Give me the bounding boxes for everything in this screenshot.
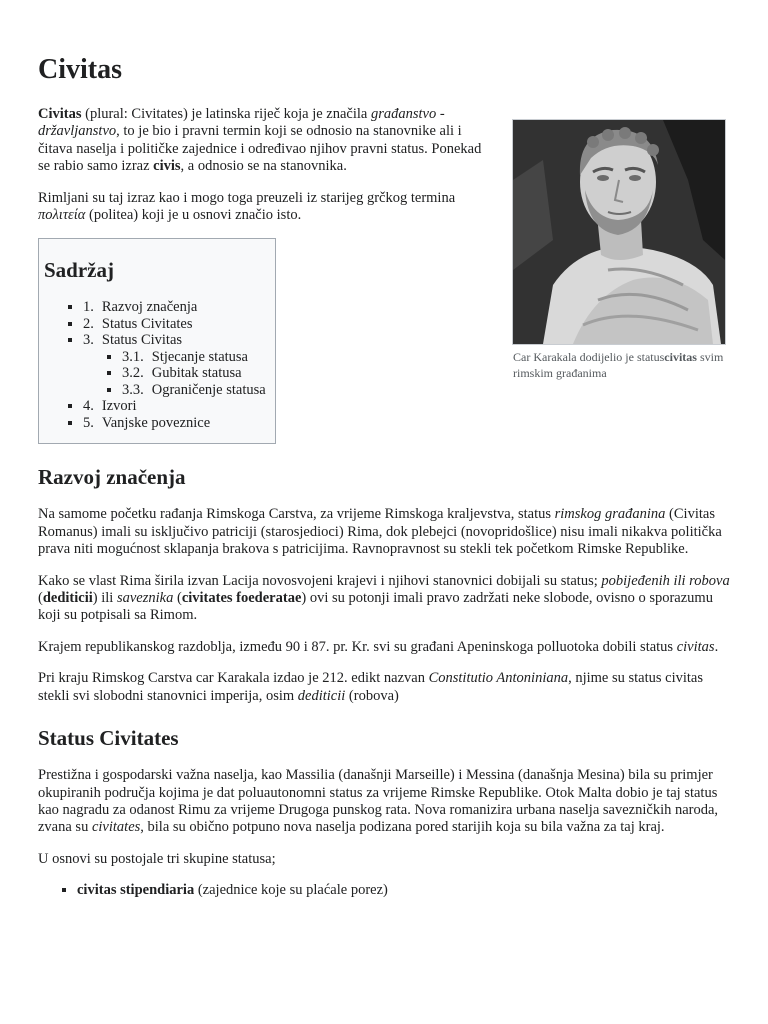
toc-item-3-2[interactable]: ▪ 3.2. Gubitak statusa <box>122 365 269 382</box>
section-heading-razvoj: Razvoj značenja <box>38 465 186 490</box>
toc-item-4[interactable]: ▪ 4. Izvori <box>83 398 269 415</box>
intro-paragraph-2: Rimljani su taj izraz kao i mogo toga preuzeli iz starijeg grčkog termina πολιτεία (politea) koji je u osnovi značio isto. <box>38 189 456 224</box>
section-heading-status-civitates: Status Civitates <box>38 726 179 751</box>
section1-paragraph-1: Na samome početku rađanja Rimskoga Carstva, za vrijeme Rimskoga kraljevstva, status rimskog građanina (Civitas Romanus) imali su isključivo patriciji (starosjedioci) Rima, dok plebejci (novopridošlice) nisu imali nikakva politička prava niti mogućnost sklapanja brakova s patricijima. Ravnopravnost su stekli tek početkom Rimske Republike. <box>38 506 722 558</box>
toc-item-3-1[interactable]: ▪ 3.1. Stjecanje statusa <box>122 349 269 366</box>
toc-item-5[interactable]: ▪ 5. Vanjske poveznice <box>83 415 269 432</box>
figure-caption: Car Karakala dodijelio je statuscivitas svim rimskim građanima <box>513 350 724 380</box>
toc-title: Sadržaj <box>44 258 114 283</box>
toc-item-3-3[interactable]: ▪ 3.3. Ograničenje statusa <box>122 382 269 399</box>
caracalla-bust-image[interactable] <box>512 119 726 345</box>
section1-paragraph-4: Pri kraju Rimskog Carstva car Karakala izdao je 212. edikt nazvan Constitutio Antoniniana, njime su status civitas stekli svi slobodni stanovnici imperija, osim dediticii (robova) <box>38 670 704 704</box>
figure <box>512 119 726 381</box>
section1-paragraph-2: Kako se vlast Rima širila izvan Lacija novosvojeni krajevi i njihovi stanovnici dobijali su status; pobijeđenih ili robova (dediticii) ili saveznika (civitates foederatae) ovi su potonji imali pravo zadržati neke slobode, ovisno o sporazumu koji su potpisali sa Rimom. <box>38 572 730 624</box>
article <box>38 0 730 900</box>
status-list <box>38 882 730 899</box>
section2-paragraph-2: U osnovi su postojale tri skupine statusa; <box>38 850 276 867</box>
page-title: Civitas <box>38 54 122 85</box>
section2-paragraph-1: Prestižna i gospodarski važna naselja, kao Massilia (današnji Marseille) i Messina (današnja Mesina) bila su primjer okupiranih područja kojima je dat poluautonomni status za vrijeme Rimske Republike. Otok Malta dobio je taj status kao nagradu za odanost Rimu za vrijeme Drugoga punskog rata. Nova romanizira urbana naselja savezničkih naroda, zvana su civitates, bila su obično potpuno nova naselja podizana pored starijih koja su bila važna za taj kraj. <box>38 767 719 836</box>
toc-item-2[interactable]: ▪ 2. Status Civitates <box>83 316 269 333</box>
intro-paragraph-1: Civitas (plural: Civitates) je latinska riječ koja je značila građanstvo - državljanstvo, to je bio i pravni termin koji se odnosio na stanovnike ali i čitava naselja i političke zajednice i određivao njihov pravni status. Ponekad se rabio samo izraz civis, a odnosio se na stanovnika. <box>38 106 482 175</box>
toc-item-3[interactable]: ▪ 3. Status Civitas ▪ 3.1. Stjecanje statusa ▪ 3.2. Gubitak statusa ▪ 3.3. Ograničenje statusa <box>83 332 269 398</box>
table-of-contents <box>38 238 276 444</box>
toc-item-1[interactable]: ▪ 1. Razvoj značenja <box>83 299 269 316</box>
section1-paragraph-3: Krajem republikanskog razdoblja, između 90 i 87. pr. Kr. svi su građani Apeninskoga polluotoka dobili status civitas. <box>38 638 719 655</box>
list-item: ▪ civitas stipendiaria (zajednice koje su plaćale porez) <box>77 882 730 899</box>
